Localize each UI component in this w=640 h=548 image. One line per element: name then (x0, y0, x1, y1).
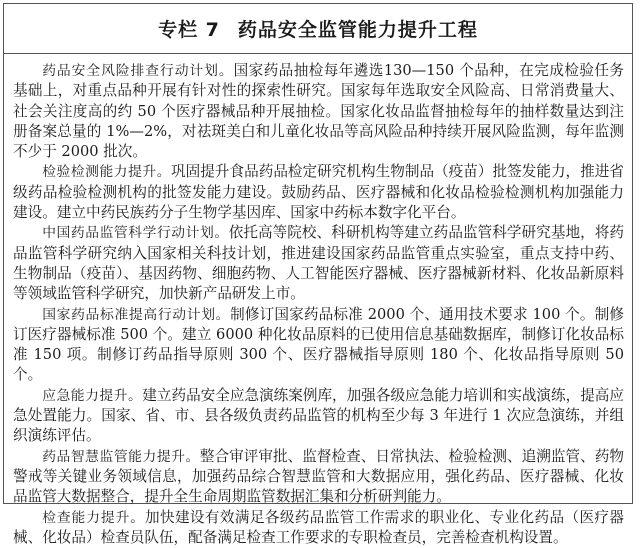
paragraph-lead: 应急能力提升。 (42, 387, 143, 404)
paragraph (13, 162, 624, 223)
paragraph-text: 国家药品抽检每年遴选130—150 个品种，在完成检验任务基础上，对重点品种开展有针对性的探索性研究。国家每年选取安全风险高、日常消费量大、社会关注度高的约 50 个医疗器械品种开展抽检。国家化妆品监督抽检每年的抽样数量达到注册备案总量的 1%—2%，对祛斑美白和儿童化妆品等高风险品种持续开展风险监测，每年监测不少于 2000 批次。 (13, 62, 624, 161)
paragraph (13, 508, 624, 548)
paragraph-text: 依托高等院校、科研机构等建立药品监管科学研究基地，将药品监管科学研究纳入国家相关科技计划，推进建设国家药品监管重点实验室，重点支持中药、生物制品（疫苗）、基因药物、细胞药物、人工智能医疗器械、医疗器械新材料、化妆品新原料等领域监管科学研究，加快新产品研发上市。 (13, 224, 624, 303)
paragraph (13, 447, 624, 508)
paragraph-text: 制修订国家药品标准 2000 个、通用技术要求 100 个。制修订医疗器械标准 500 个。建立 6000 种化妆品原料的已使用信息基础数据库，制修订化妆品标准 150 项。制修订药品指导原则 300 个、医疗器械指导原则 180 个、化妆品指导原则 50 个。 (13, 305, 625, 384)
paragraph-text: 建立药品安全应急演练案例库，加强各级应急能力培训和实战演练，提高应急处置能力。国家、省、市、县各级负责药品监管的机构至少每 3 年进行 1 次应急演练，并组织演练评估。 (13, 386, 624, 445)
box-body (4, 54, 632, 548)
column-number: 专栏 7 (158, 19, 220, 41)
paragraph-lead: 国家药品标准提高行动计划。 (42, 306, 231, 323)
feature-box (3, 3, 633, 546)
paragraph-lead: 检验检测能力提升。 (42, 164, 172, 181)
paragraph (13, 305, 624, 386)
paragraph-lead: 药品智慧监管能力提升。 (42, 448, 200, 465)
box-title (4, 4, 632, 54)
paragraph (13, 61, 624, 162)
title-text: 药品安全监管能力提升工程 (237, 19, 478, 41)
paragraph-lead: 中国药品监管科学行动计划。 (42, 225, 229, 242)
paragraph (13, 223, 624, 304)
paragraph-text: 巩固提升食品药品检定研究机构生物制品（疫苗）批签发能力，推进省级药品检验检测机构的批签发能力建设。鼓励药品、医疗器械和化妆品检验检测机构加强能力建设。建立中药民族药分子生物学基因库、国家中药标本数字化平台。 (13, 163, 624, 222)
paragraph-text: 整合审评审批、监督检查、日常执法、检验检测、追溯监管、药物警戒等关键业务领域信息，加强药品综合智慧监管和大数据应用，强化药品、医疗器械、化妆品监管大数据整合，提升全生命周期监管数据汇集和分析研判能力。 (13, 447, 624, 506)
paragraph-lead: 检查能力提升。 (42, 509, 145, 526)
paragraph (13, 386, 624, 447)
paragraph-text: 加快建设有效满足各级药品监管工作需求的职业化、专业化药品（医疗器械、化妆品）检查员队伍，配备满足检查工作要求的专职检查员，完善检查机构设置。 (13, 508, 624, 546)
paragraph-lead: 药品安全风险排查行动计划。 (42, 63, 234, 79)
